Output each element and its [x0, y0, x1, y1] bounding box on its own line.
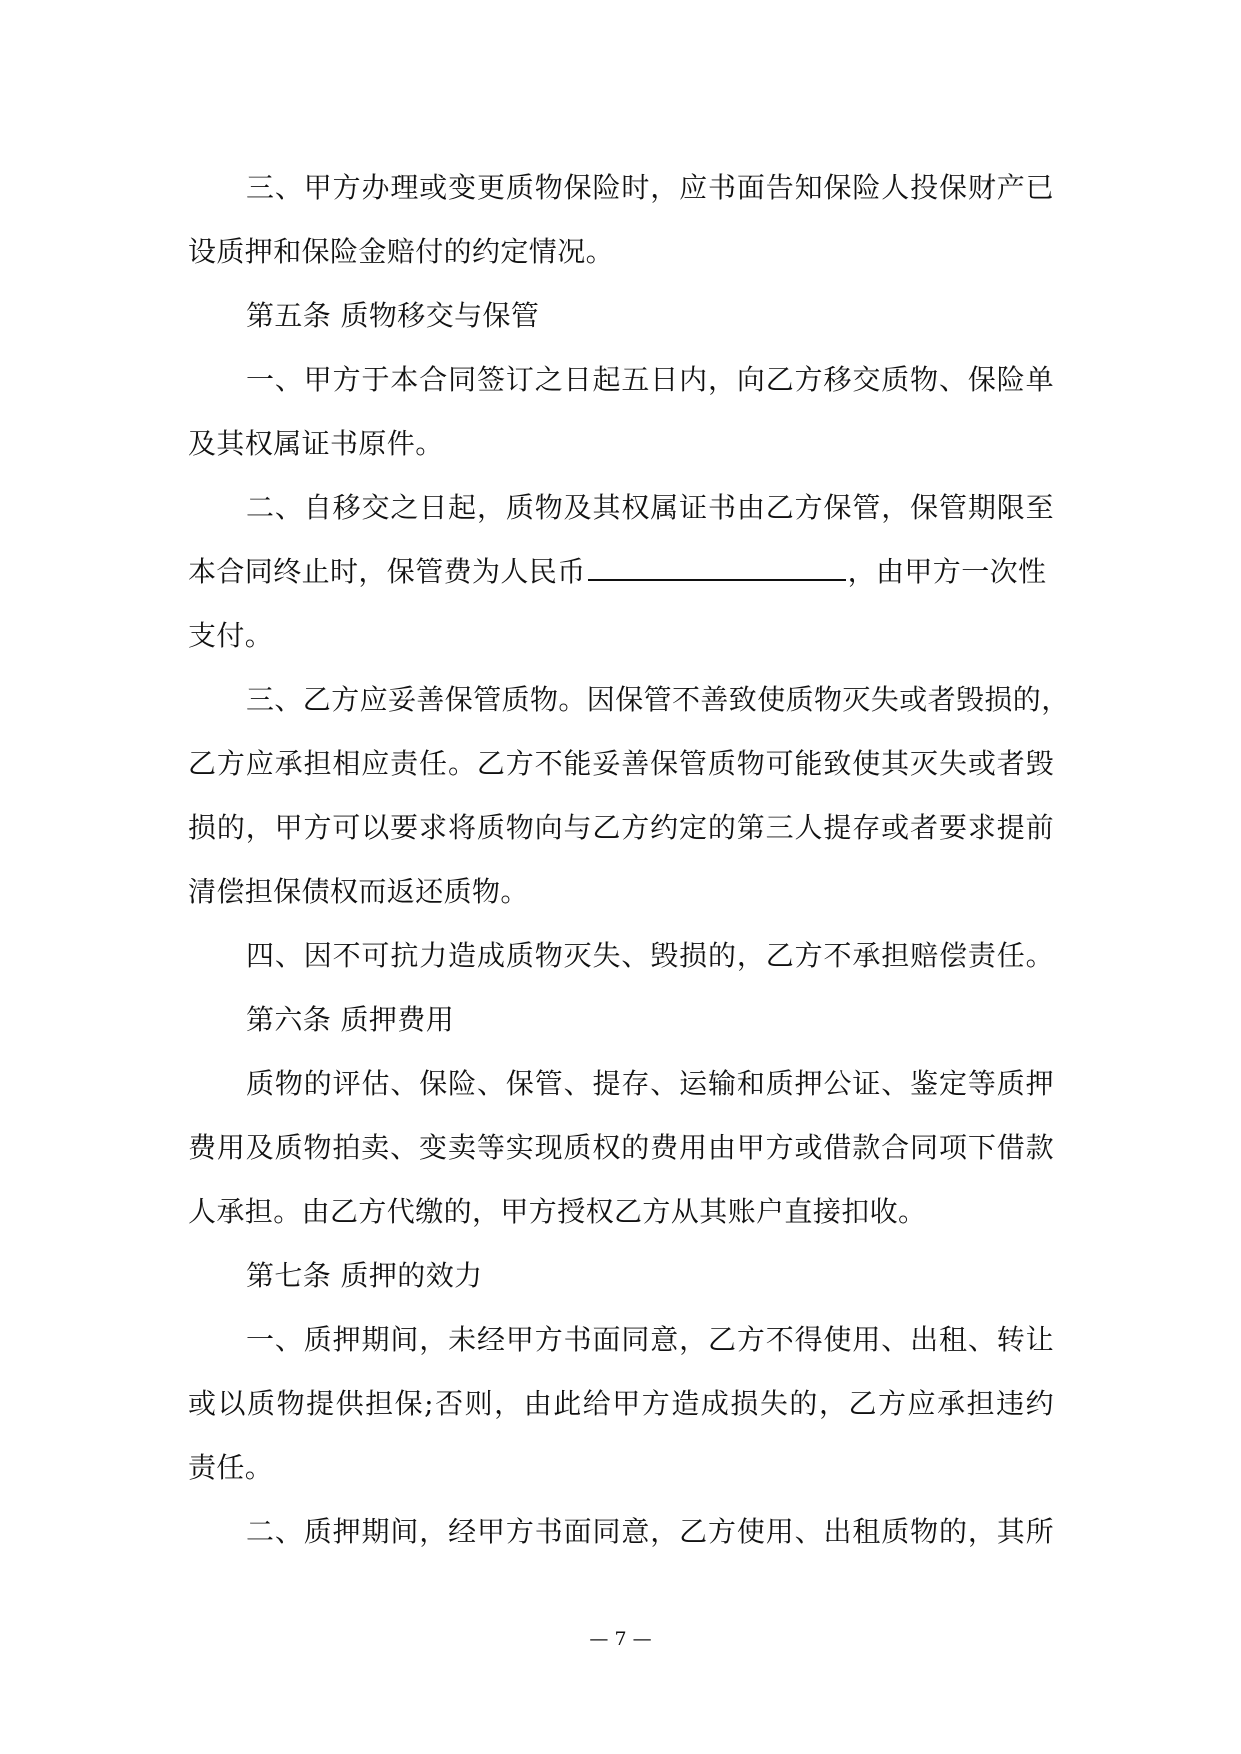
text-segment: ，由甲方一次性 [847, 555, 1047, 588]
text-line: 二、自移交之日起，质物及其权属证书由乙方保管，保管期限至 [246, 491, 1054, 524]
document-body [188, 156, 1070, 1564]
text-line: 四、因不可抗力造成质物灭失、毁损的，乙方不承担赔偿责任。 [246, 939, 1054, 972]
fee-blank-field [588, 549, 846, 581]
text-line: 质物的评估、保险、保管、提存、运输和质押公证、鉴定等质押 [246, 1067, 1054, 1100]
text-line: 支付。 [188, 619, 274, 652]
section-heading: 第七条 质押的效力 [246, 1259, 483, 1292]
text-line: 乙方应承担相应责任。乙方不能妥善保管质物可能致使其灭失或者毁 [188, 747, 1054, 780]
text-line-with-blank [188, 540, 1054, 604]
text-line: 设质押和保险金赔付的约定情况。 [188, 235, 615, 268]
page-number: — 7 — [589, 1628, 652, 1650]
section-heading: 第五条 质物移交与保管 [246, 299, 540, 332]
text-line: 一、质押期间，未经甲方书面同意，乙方不得使用、出租、转让 [246, 1323, 1054, 1356]
text-line: 损的，甲方可以要求将质物向与乙方约定的第三人提存或者要求提前 [188, 811, 1054, 844]
text-line: 三、甲方办理或变更质物保险时，应书面告知保险人投保财产已 [246, 171, 1054, 204]
text-line: 二、质押期间，经甲方书面同意，乙方使用、出租质物的，其所 [246, 1515, 1054, 1548]
text-line: 责任。 [188, 1451, 274, 1484]
text-line: 及其权属证书原件。 [188, 427, 444, 460]
text-segment: 本合同终止时，保管费为人民币 [188, 555, 586, 588]
text-line: 人承担。由乙方代缴的，甲方授权乙方从其账户直接扣收。 [188, 1195, 927, 1228]
text-line: 一、甲方于本合同签订之日起五日内，向乙方移交质物、保险单 [246, 363, 1054, 396]
text-line: 三、乙方应妥善保管质物。因保管不善致使质物灭失或者毁损的， [246, 683, 1070, 716]
text-line: 或以质物提供担保;否则，由此给甲方造成损失的，乙方应承担违约 [188, 1387, 1054, 1420]
text-line: 费用及质物拍卖、变卖等实现质权的费用由甲方或借款合同项下借款 [188, 1131, 1054, 1164]
section-heading: 第六条 质押费用 [246, 1003, 455, 1036]
text-line: 清偿担保债权而返还质物。 [188, 875, 529, 908]
